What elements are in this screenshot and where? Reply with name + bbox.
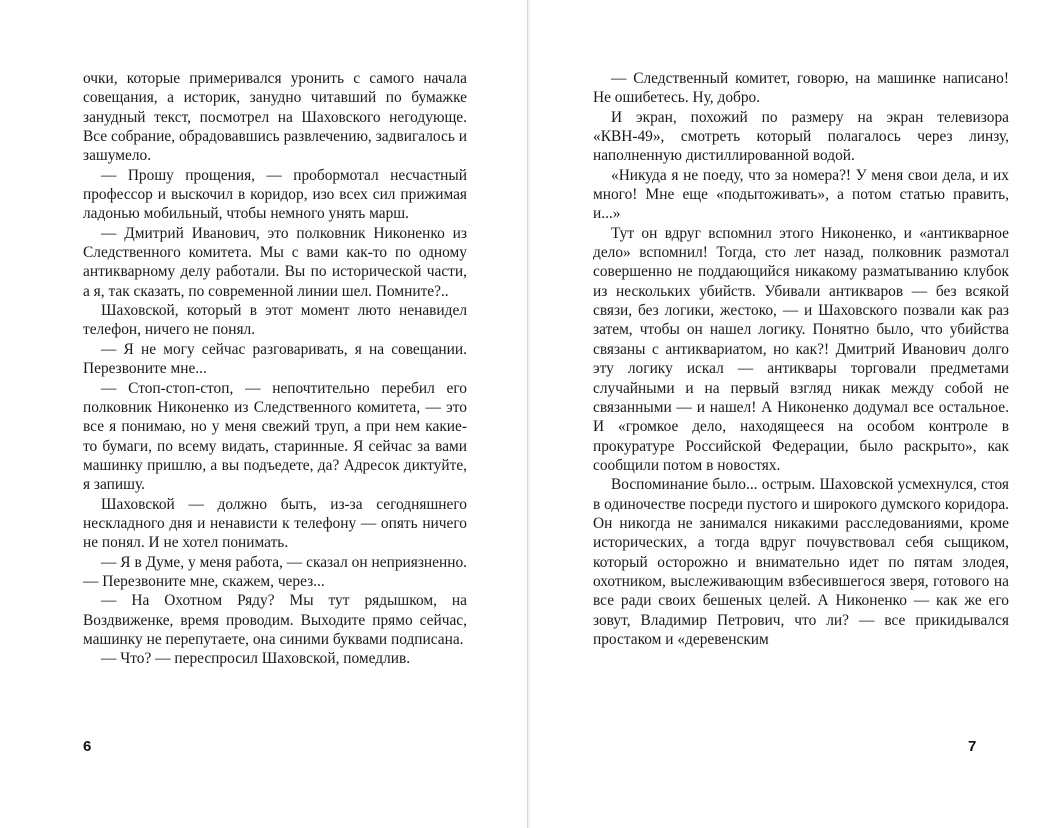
page-number: 6 [83, 738, 92, 755]
right-page-text [593, 69, 1009, 649]
paragraph: — Что? — переспросил Шаховской, помедлив. [101, 650, 411, 668]
page-number: 7 [968, 738, 977, 755]
paragraph: — Стоп-стоп-стоп, — непочтительно перебил его полковник Никоненко из Следственного комитета, — это все я понимаю, но у меня свежий труп, а при нем какие-то бумаги, по всему видать, старинные. Я сейчас за вами машинку пришлю, а вы подъедете, да? Адресок диктуйте, я запишу. [83, 379, 467, 494]
left-page-text [83, 69, 467, 669]
paragraph: — Прошу прощения, — пробормотал несчастный профессор и выскочил в коридор, изо всех сил прижимая ладонью мобильный, чтобы немного унять марш. [83, 166, 467, 223]
paragraph: И экран, похожий по размеру на экран телевизора «КВН-49», смотреть который полагалось через линзу, наполненную дистиллированной водой. [593, 108, 1009, 165]
paragraph: Тут он вдруг вспомнил этого Никоненко, и «антикварное дело» вспомнил! Тогда, сто лет назад, полковник размотал совершенно не поддающийся никакому разматыванию клубок из нескольких убийств. Убивали антикваров — без всякой связи, без логики, жестоко, — и Шаховского позвали как раз затем, чтобы он нашел логику. Понятно было, что убийства связаны с антиквариатом, но как?! Дмитрий Иванович долго эту логику искал — антиквары торговали предметами случайными и на первый взгляд никак между собой не связанными — и нашел! А Никоненко додумал все остальное. И «громкое дело, находящееся на особом контроле в прокуратуре Российской Федерации, было раскрыто», как сообщили потом в новостях. [593, 224, 1009, 474]
paragraph: — Следственный комитет, говорю, на машинке написано! Не ошибетесь. Ну, добро. [593, 70, 1009, 107]
right-page [530, 0, 1057, 828]
paragraph: — Я в Думе, у меня работа, — сказал он неприязненно. — Перезвоните мне, скажем, через... [83, 553, 467, 590]
paragraph: Шаховской — должно быть, из-за сегодняшнего нескладного дня и ненависти к телефону — опять ничего не понял. И не хотел понимать. [83, 495, 467, 552]
paragraph: Шаховской, который в этот момент люто ненавидел телефон, ничего не понял. [83, 302, 467, 339]
left-page [0, 0, 528, 828]
paragraph: «Никуда я не поеду, что за номера?! У меня свои дела, и их много! Мне еще «подытоживать», а потом статью править, и...» [593, 166, 1009, 223]
paragraph: — Я не могу сейчас разговаривать, я на совещании. Перезвоните мне... [83, 340, 467, 378]
paragraph: — Дмитрий Иванович, это полковник Никоненко из Следственного комитета. Мы с вами как-то по одному антикварному делу работали. Вы по исторической части, а я, так сказать, по современной линии шел. Помните?.. [83, 224, 467, 300]
paragraph: Воспоминание было... острым. Шаховской усмехнулся, стоя в одиночестве посреди пустого и широкого думского коридора. Он никогда не занимался никакими расследованиями, кроме исторических, а тогда вдруг почувствовал себя сыщиком, который осторожно и внимательно идет по пятам злодея, охотником, выслеживающим взбесившегося зверя, готового на все ради своих бешеных целей. А Никоненко — как же его зовут, Владимир Петрович, что ли? — все прикидывался простаком и «деревенским [593, 476, 1009, 648]
paragraph: — На Охотном Ряду? Мы тут рядышком, на Воздвиженке, время проводим. Выходите прямо сейчас, машинку не перепутаете, она синими буквами подписана. [83, 592, 467, 648]
paragraph: очки, которые примеривался уронить с самого начала совещания, а историк, занудно читавший по бумажке занудный текст, посмотрел на Шаховского негодующе. Все собрание, обрадовавшись развлечению, задвигалось и зашумело. [83, 70, 467, 165]
